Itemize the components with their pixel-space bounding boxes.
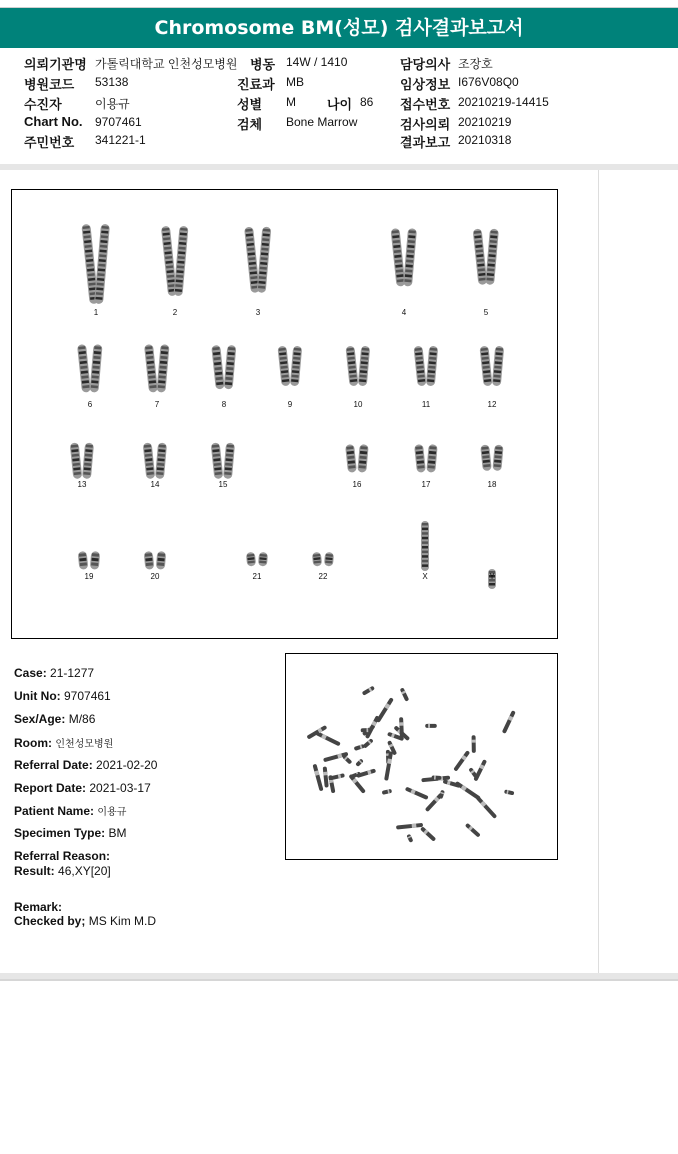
- code-value: 53138: [95, 75, 129, 89]
- chromosome-label-12: 12: [487, 400, 497, 409]
- chart-label: Chart No.: [24, 114, 83, 129]
- chromosome-label-11: 11: [421, 400, 431, 409]
- metaphase-chromosome: [406, 834, 413, 843]
- metaphase-chromosome: [465, 823, 481, 838]
- dept-value: MB: [286, 75, 304, 89]
- remark-line: Remark:: [14, 900, 63, 914]
- metaphase-chromosome: [361, 728, 371, 732]
- chromosome-pair-16: [345, 444, 369, 473]
- hospital-label: 의뢰기관명: [24, 58, 87, 73]
- sex-value: M: [286, 95, 296, 109]
- ward-value: 14W / 1410: [286, 55, 348, 69]
- chromosome-label-10: 10: [353, 400, 363, 409]
- metaphase-chromosome: [399, 717, 404, 737]
- recipient-value: 이용규: [95, 97, 130, 111]
- age-value: 86: [360, 95, 374, 109]
- metaphase-chromosome: [504, 789, 514, 795]
- metaphase-chromosome: [355, 758, 364, 767]
- metaphase-chromosome: [323, 766, 329, 787]
- metaphase-chromosome: [453, 750, 470, 772]
- chromosome-label-16: 16: [352, 480, 362, 489]
- metaphase-chromosome: [443, 779, 461, 788]
- chromosome-label-19: 19: [84, 572, 94, 581]
- right-margin-line: [598, 170, 599, 974]
- bottom-rule: [0, 979, 678, 981]
- metaphase-chromosome: [362, 686, 375, 696]
- chromosome-pair-14: [143, 442, 167, 479]
- chromosome-pair-15: [211, 442, 235, 479]
- chromosome-label-14: 14: [150, 480, 160, 489]
- metaphase-chromosome: [329, 773, 345, 780]
- regno-value: 341221-1: [95, 133, 146, 147]
- chromosome-label-X: X: [422, 572, 428, 581]
- chromosome-pair-6: [77, 344, 103, 393]
- room-line: Room: 인천성모병원: [14, 736, 114, 750]
- chromosome-label-4: 4: [401, 308, 407, 317]
- doctor-label: 담당의사: [400, 58, 451, 73]
- ward-label: 병동: [250, 58, 276, 73]
- chromosome-label-2: 2: [172, 308, 178, 317]
- receipt-value: 20210219-14415: [458, 95, 549, 109]
- chart-value: 9707461: [95, 115, 142, 129]
- request-value: 20210219: [458, 115, 512, 129]
- chromosome-label-Y: Y: [489, 572, 495, 581]
- report-title: Chromosome BM(성모) 검사결과보고서: [0, 8, 678, 48]
- chromosome-pair-17: [414, 444, 438, 473]
- checked-by-line: Checked by; MS Kim M.D: [14, 914, 157, 928]
- metaphase-chromosome: [354, 744, 365, 751]
- chromosome-pair-21: [246, 552, 268, 567]
- chromosome-pair-13: [70, 442, 94, 479]
- metaphase-image: [286, 654, 557, 859]
- chromosome-label-8: 8: [221, 400, 227, 409]
- chromosome-pair-2: [161, 226, 189, 297]
- chromosome-pair-20: [144, 551, 167, 570]
- metaphase-chromosome: [405, 787, 429, 800]
- chromosome-label-15: 15: [218, 480, 228, 489]
- hospital-value: 가톨릭대학교 인천성모병원: [95, 57, 238, 71]
- chromosome-label-17: 17: [421, 480, 431, 489]
- chromosome-label-3: 3: [255, 308, 261, 317]
- chromosome-pair-10: [345, 346, 370, 387]
- section-divider: [0, 164, 678, 170]
- receipt-label: 접수번호: [400, 98, 451, 113]
- metaphase-chromosome: [420, 826, 436, 841]
- chromosome-pair-1: [81, 224, 110, 305]
- metaphase-chromosome: [396, 823, 423, 830]
- top-border: [0, 0, 678, 8]
- chromosome-label-1: 1: [93, 308, 99, 317]
- metaphase-panel: [285, 653, 558, 860]
- chromosome-pair-3: [244, 227, 271, 294]
- chromosome-pair-19: [78, 551, 101, 570]
- chromosome-pair-7: [144, 344, 170, 393]
- report-label: 결과보고: [400, 136, 451, 151]
- metaphase-chromosome: [382, 789, 392, 795]
- regno-label: 주민번호: [24, 136, 75, 151]
- chromosome-label-6: 6: [87, 400, 93, 409]
- chromosome-label-13: 13: [77, 480, 87, 489]
- patient-info-table: [0, 48, 678, 164]
- specimen-label: 검체: [237, 118, 263, 133]
- request-label: 검사의뢰: [400, 118, 451, 133]
- report-date-line: Report Date: 2021-03-17: [14, 781, 151, 795]
- age-label: 나이: [327, 98, 353, 113]
- chromosome-pair-18: [480, 444, 503, 471]
- chromosome-pair-11: [413, 346, 438, 387]
- specimen-type-line: Specimen Type: BM: [14, 826, 127, 840]
- chromosome-label-9: 9: [287, 400, 293, 409]
- metaphase-chromosome: [476, 796, 498, 819]
- metaphase-chromosome: [425, 724, 437, 728]
- metaphase-chromosome: [312, 764, 323, 792]
- sex-label: 성별: [237, 98, 263, 113]
- result-line: Result: 46,XY[20]: [14, 864, 111, 878]
- chromosome-pair-8: [211, 345, 236, 390]
- chromosome-pair-4: [390, 228, 417, 287]
- report-value: 20210318: [458, 133, 512, 147]
- metaphase-chromosome: [431, 775, 441, 780]
- recipient-label: 수진자: [24, 98, 62, 113]
- chromosome-label-7: 7: [154, 400, 160, 409]
- chromosome-pair-X: [421, 521, 429, 571]
- dept-label: 진료과: [237, 78, 275, 93]
- specimen-value: Bone Marrow: [286, 115, 358, 129]
- chromosome-pair-22: [312, 552, 334, 567]
- chromosome-pair-12: [479, 346, 504, 387]
- chromosome-label-5: 5: [483, 308, 489, 317]
- clinical-label: 임상정보: [400, 78, 451, 93]
- metaphase-chromosome: [376, 697, 394, 723]
- sexage-line: Sex/Age: M/86: [14, 712, 96, 726]
- chromosome-label-18: 18: [487, 480, 497, 489]
- patient-name-line: Patient Name: 이용규: [14, 804, 127, 818]
- referral-date-line: Referral Date: 2021-02-20: [14, 758, 158, 772]
- code-label: 병원코드: [24, 78, 75, 93]
- chromosome-label-22: 22: [318, 572, 328, 581]
- chromosome-label-21: 21: [252, 572, 262, 581]
- chromosome-pair-5: [473, 228, 499, 285]
- unit-line: Unit No: 9707461: [14, 689, 111, 703]
- chromosome-label-20: 20: [150, 572, 160, 581]
- karyotype-panel: [11, 189, 558, 639]
- metaphase-chromosome: [384, 751, 393, 781]
- doctor-value: 조장호: [458, 57, 493, 71]
- metaphase-chromosome: [400, 687, 410, 701]
- metaphase-chromosome: [472, 735, 476, 753]
- karyogram-image: [12, 190, 557, 638]
- case-line: Case: 21-1277: [14, 666, 95, 680]
- clinical-value: I676V08Q0: [458, 75, 519, 89]
- chromosome-pair-9: [277, 346, 302, 387]
- metaphase-chromosome: [502, 710, 516, 734]
- referral-reason-line: Referral Reason:: [14, 849, 111, 863]
